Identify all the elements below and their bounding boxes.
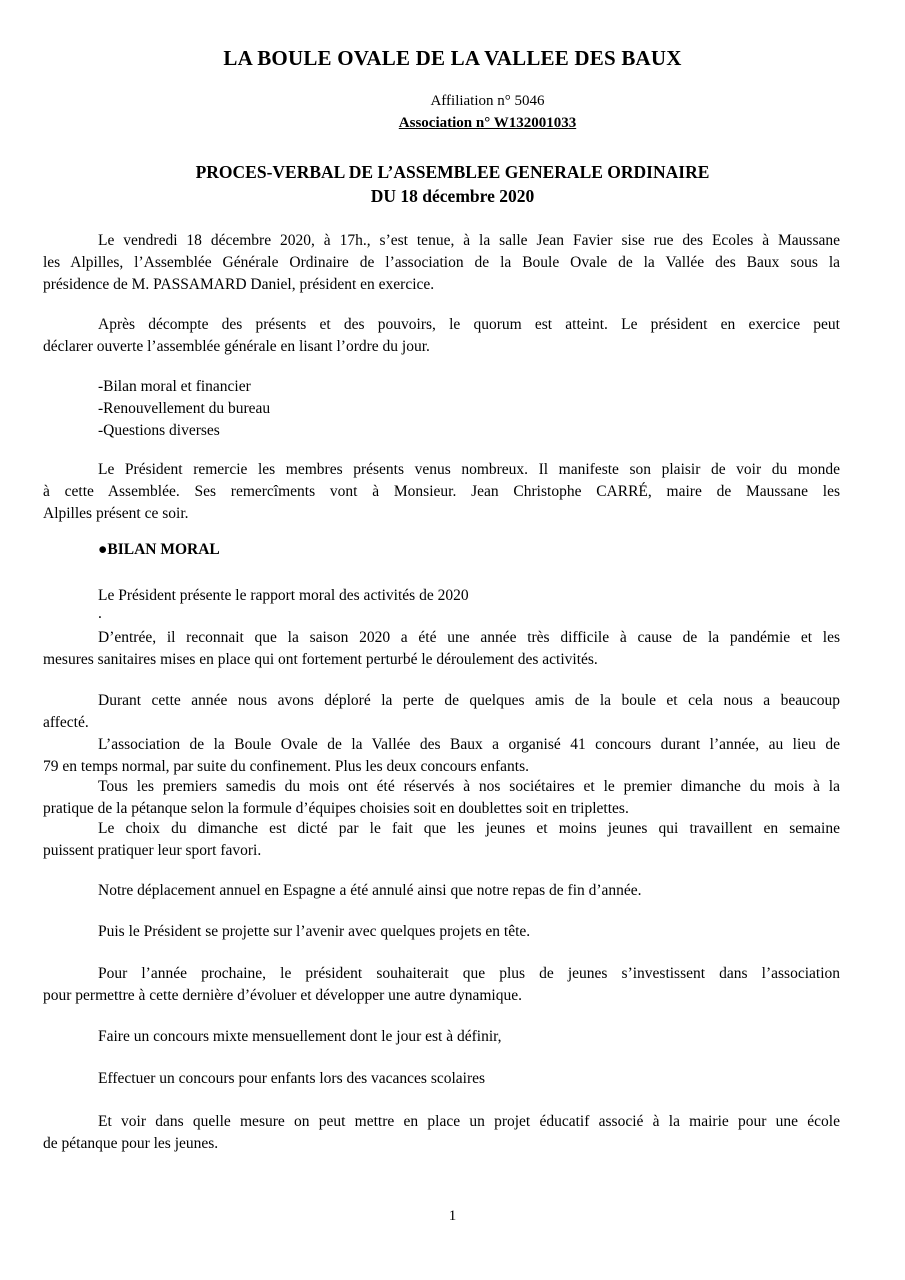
intro-line-1: Le vendredi 18 décembre 2020, à 17h., s’est tenue, à la salle Jean Favier sise rue des Ecoles à Maussane bbox=[98, 232, 840, 249]
thanks-paragraph bbox=[43, 459, 840, 525]
prochaine-line-2: pour permettre à cette dernière d’évoluer et développer une autre dynamique. bbox=[43, 987, 522, 1004]
quorum-line-2: déclarer ouverte l’assemblée générale en lisant l’ordre du jour. bbox=[43, 338, 430, 355]
intro-paragraph bbox=[43, 230, 840, 296]
minutes-title: PROCES-VERBAL DE L’ASSEMBLEE GENERALE ORDINAIRE bbox=[195, 162, 710, 182]
page-number: 1 bbox=[448, 1208, 457, 1224]
agenda-item-2: -Renouvellement du bureau bbox=[98, 400, 271, 417]
espagne-line: Notre déplacement annuel en Espagne a été annulé ainsi que notre repas de fin d’année. bbox=[98, 882, 642, 899]
entree-paragraph bbox=[43, 627, 840, 671]
samedis-line-2: pratique de la pétanque selon la formule d’équipes choisies soit en doublettes soit en triplettes. bbox=[43, 800, 629, 817]
prochaine-line-1: Pour l’année prochaine, le président souhaiterait que plus de jeunes s’investissent dans l’association bbox=[98, 965, 840, 982]
entree-line-2: mesures sanitaires mises en place qui ont fortement perturbé le déroulement des activités. bbox=[43, 651, 598, 668]
stray-dot: . bbox=[98, 605, 102, 622]
thanks-line-1: Le Président remercie les membres présents venus nombreux. Il manifeste son plaisir de voir du monde bbox=[98, 461, 840, 478]
perte-line-2: affecté. bbox=[43, 714, 89, 731]
intro-line-3: présidence de M. PASSAMARD Daniel, président en exercice. bbox=[43, 276, 435, 293]
dimanche-paragraph bbox=[43, 818, 840, 862]
prochaine-paragraph bbox=[43, 963, 840, 1007]
avenir-line: Puis le Président se projette sur l’avenir avec quelques projets en tête. bbox=[98, 923, 531, 940]
dimanche-line-1: Le choix du dimanche est dicté par le fait que les jeunes et moins jeunes qui travaillent en semaine bbox=[98, 820, 840, 837]
dimanche-line-2: puissent pratiquer leur sport favori. bbox=[43, 842, 262, 859]
entree-line-1: D’entrée, il reconnait que la saison 2020 a été une année très difficile à cause de la pandémie et les bbox=[98, 629, 840, 646]
association-line-2: 79 en temps normal, par suite du confinement. Plus les deux concours enfants. bbox=[43, 758, 529, 775]
enfants-line: Effectuer un concours pour enfants lors des vacances scolaires bbox=[98, 1070, 486, 1087]
thanks-line-2: à cette Assemblée. Ses remercîments vont à Monsieur. Jean Christophe CARRÉ, maire de Maussane les bbox=[43, 483, 840, 500]
document-title: LA BOULE OVALE DE LA VALLEE DES BAUX bbox=[223, 46, 682, 70]
quorum-paragraph bbox=[43, 314, 840, 358]
ecole-line-1: Et voir dans quelle mesure on peut mettre en place un projet éducatif associé à la mairie pour une école bbox=[98, 1113, 840, 1130]
rapport-line: Le Président présente le rapport moral des activités de 2020 bbox=[98, 587, 469, 604]
intro-line-2: les Alpilles, l’Assemblée Générale Ordinaire de l’association de la Boule Ovale de la Vallée des Baux sous la bbox=[43, 254, 840, 271]
association-paragraph bbox=[43, 734, 840, 778]
section-heading-bilan-moral: ●BILAN MORAL bbox=[98, 541, 220, 558]
association-number: Association n° W132001033 bbox=[398, 115, 577, 131]
agenda-item-3: -Questions diverses bbox=[98, 422, 220, 439]
minutes-date: DU 18 décembre 2020 bbox=[370, 186, 535, 206]
thanks-line-3: Alpilles présent ce soir. bbox=[43, 505, 189, 522]
samedis-paragraph bbox=[43, 776, 840, 820]
agenda-item-1: -Bilan moral et financier bbox=[98, 378, 251, 395]
association-line-1: L’association de la Boule Ovale de la Vallée des Baux a organisé 41 concours durant l’année, au lieu de bbox=[98, 736, 840, 753]
ecole-paragraph bbox=[43, 1111, 840, 1155]
quorum-line-1: Après décompte des présents et des pouvoirs, le quorum est atteint. Le président en exercice peut bbox=[98, 316, 840, 333]
mixte-line: Faire un concours mixte mensuellement dont le jour est à définir, bbox=[98, 1028, 502, 1045]
perte-line-1: Durant cette année nous avons déploré la perte de quelques amis de la boule et cela nous a beaucoup bbox=[98, 692, 840, 709]
perte-paragraph bbox=[43, 690, 840, 734]
samedis-line-1: Tous les premiers samedis du mois ont été réservés à nos sociétaires et le premier dimanche du mois à la bbox=[98, 778, 840, 795]
affiliation-number: Affiliation n° 5046 bbox=[430, 93, 545, 109]
ecole-line-2: de pétanque pour les jeunes. bbox=[43, 1135, 219, 1152]
